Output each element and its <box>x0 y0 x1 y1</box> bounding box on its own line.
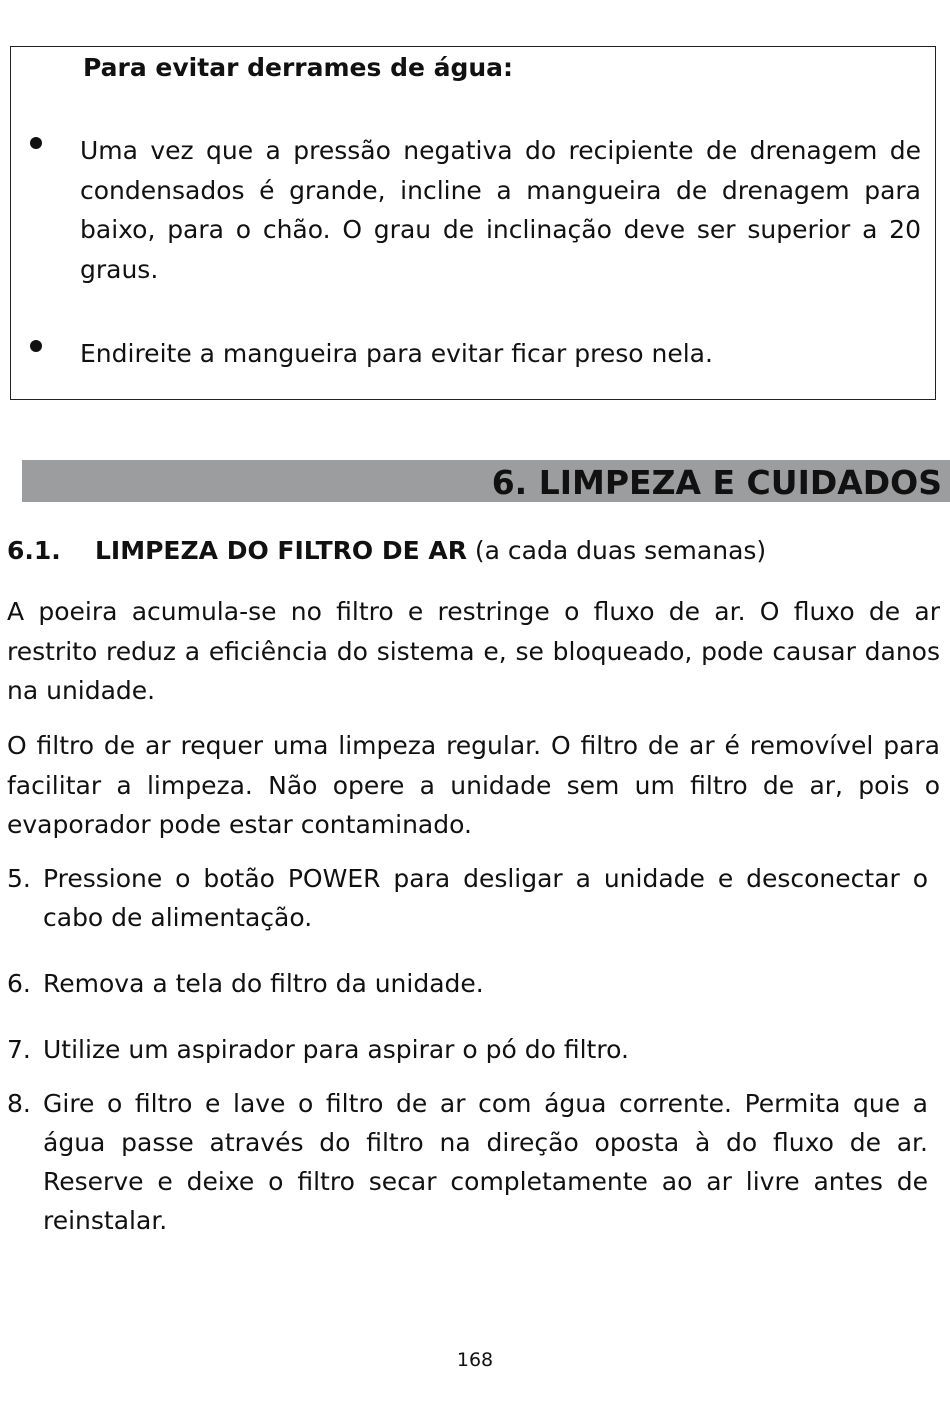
subsection-heading <box>7 536 766 565</box>
step-text: Utilize um aspirador para aspirar o pó do filtro. <box>43 1035 629 1064</box>
step-number: 8. <box>7 1089 31 1118</box>
subsection-title: LIMPEZA DO FILTRO DE AR <box>95 536 467 565</box>
step-item <box>7 964 928 1003</box>
step-text: Gire o filtro e lave o filtro de ar com água corrente. Permita que a água passe através do filtro na direção oposta à do fluxo de ar. Reserve e deixe o filtro secar completamente ao ar livre antes de reinstalar. <box>43 1089 928 1235</box>
notice-box <box>10 46 936 400</box>
page-number: 168 <box>456 1349 494 1371</box>
subsection-number: 6.1. <box>7 536 61 565</box>
step-text: Pressione o botão POWER para desligar a unidade e desconectar o cabo de alimentação. <box>43 864 928 932</box>
bullet-dot-icon <box>30 137 42 149</box>
notice-title: Para evitar derrames de água: <box>83 53 514 82</box>
step-item <box>7 1084 928 1240</box>
notice-bullet-text: Uma vez que a pressão negativa do recipiente de drenagem de condensados é grande, incline a mangueira de drenagem para baixo, para o chão. O grau de inclinação deve ser superior a 20 graus. <box>80 136 921 284</box>
notice-bullet-text: Endireite a mangueira para evitar ficar preso nela. <box>80 339 713 368</box>
step-item <box>7 1030 928 1069</box>
subsection-note: (a cada duas semanas) <box>466 536 767 565</box>
step-number: 6. <box>7 969 31 998</box>
bullet-dot-icon <box>30 340 42 352</box>
body-paragraph: A poeira acumula-se no filtro e restringe o fluxo de ar. O fluxo de ar restrito reduz a eficiência do sistema e, se bloqueado, pode causar danos na unidade. <box>7 597 940 705</box>
step-number: 5. <box>7 864 31 893</box>
step-item <box>7 859 928 937</box>
section-title: 6. LIMPEZA E CUIDADOS <box>491 463 942 502</box>
section-banner <box>22 460 950 502</box>
step-number: 7. <box>7 1035 31 1064</box>
body-paragraph: O filtro de ar requer uma limpeza regular. O filtro de ar é removível para facilitar a limpeza. Não opere a unidade sem um filtro de ar, pois o evaporador pode estar contaminado. <box>7 731 940 839</box>
step-text: Remova a tela do filtro da unidade. <box>43 969 484 998</box>
